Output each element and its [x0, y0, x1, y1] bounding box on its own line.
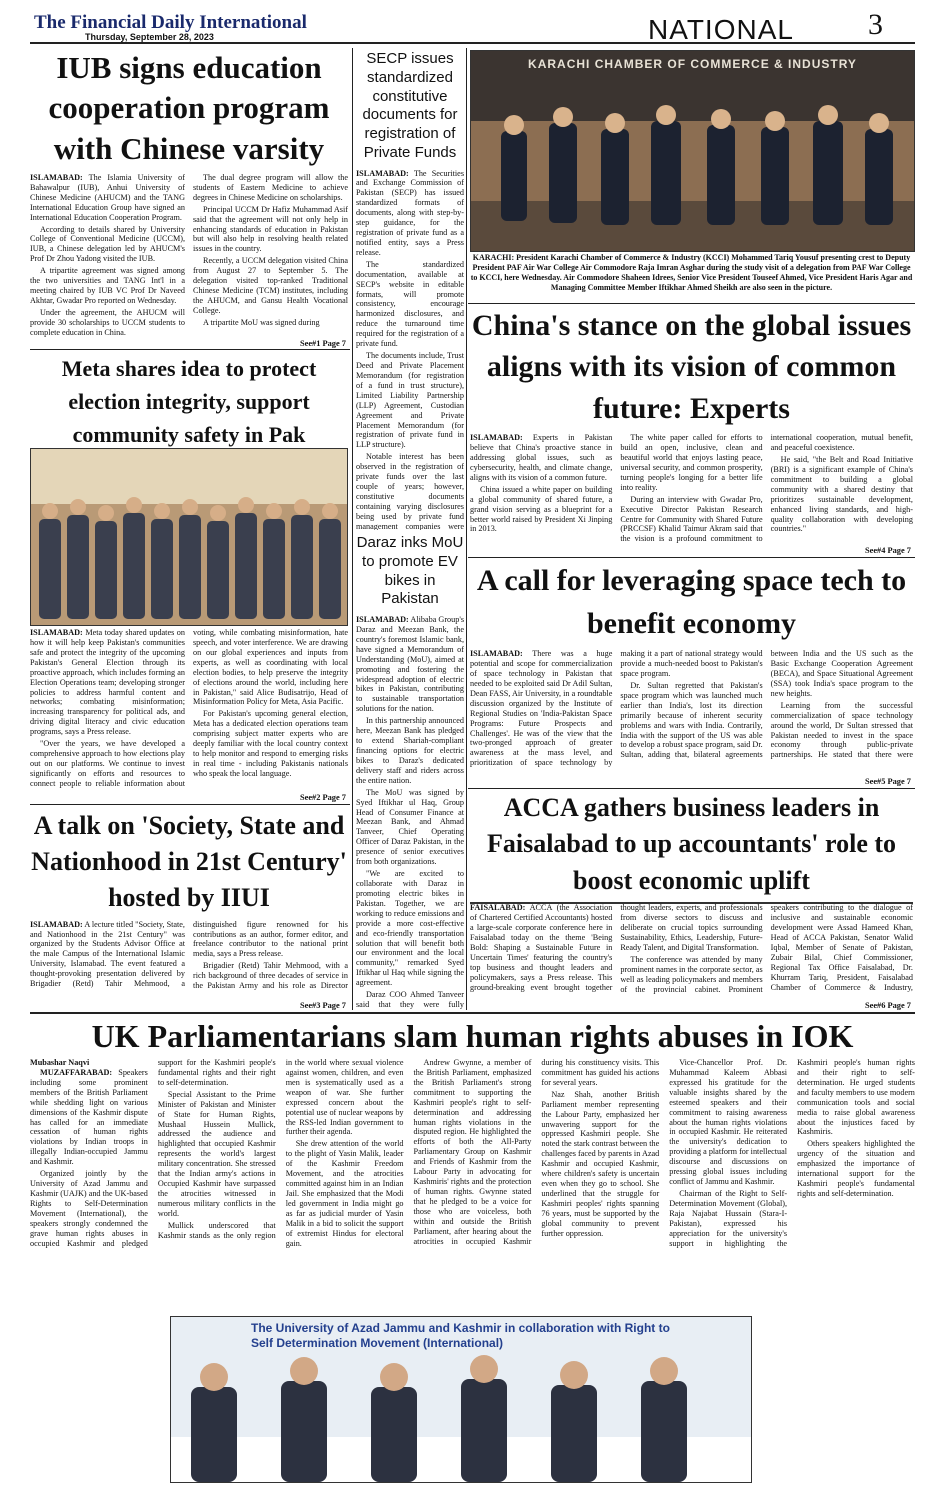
- masthead-rule: [30, 42, 915, 44]
- uk-photo-banner: The University of Azad Jammu and Kashmir in collaboration with Right to Self Determination Movement (International): [251, 1321, 670, 1350]
- meta-body: ISLAMABAD: Meta today shared updates on how it will help keep Pakistan's communities safe and protect the integrity of the upcoming Pakistan's General Election through its proactive approach, which includes forming an Election Operations team; developing stronger policies to address harmful content and networks; combating misinformation; increasing transparency for political ads, and driving digital literacy and civic education programs, says a Press release. "Over the years, we have developed a comprehensive approach to how elections play out on our platforms. We continue to invest significantly on efforts and resources to connect people to reliable information about voting, while combating misinformation, hate speech, and voter interference. We are drawing on our global experiences and inputs from experts, as well as coordinating with local election bodies, to help preserve the integrity of elections around the world, including here in Pakistan," said Alice Budisatrijo, Head of Misinformation Policy for Meta, Asia Pacific. For Pakistan's upcoming general election, Meta has a dedicated election operations team comprising subject matter experts who are deeply familiar with the local country context to help monitor and respond to emerging risks in real time - including Pakistanis nationals who speak the local language.: [30, 628, 348, 788]
- china-continuation: See#4 Page 7: [864, 546, 911, 555]
- column-rule-2: [466, 48, 467, 1010]
- iub-continuation: See#1 Page 7: [299, 339, 346, 348]
- china-headline: China's stance on the global issues aligns with its vision of common future: Experts: [471, 309, 912, 425]
- kcci-caption: KARACHI: President Karachi Chamber of Commerce & Industry (KCCI) Mohammed Tariq Yousuf presenting crest to Deputy President PAF Air War College Air Commodore Raja Imran Asghar during the study visit of a delegation from PAF War College to KCCI, here Wednesday. Air Commodore Shaheen Idrees, Senior Vice President Touseef Ahmed, Vice President Haris Agar and Managing Committee Member Iftikhar Ahmed Sheikh are also seen in the picture.: [470, 253, 913, 292]
- secp-body: ISLAMABAD: The Securities and Exchange Commission of Pakistan (SECP) has issued standardized formats of documents, along with step-by-step guidance, for the registration of private fund as a notified entity, says a Press release. The standardized documentation, available at SECP's website in editable formats, will promote consistency, encourage harmonized disclosures, and reduce the turnaround time required for the registration of a private fund. The documents include, Trust Deed and Private Placement Memorandum (for registration of a fund in trust structure), Limited Liability Partnership (LLP) Agreement, Custodian Agreement and Private Placement Memorandum (for registration of private fund in LLP structure). Notable interest has been observed in the registration of private funds over the last couple of years; however, constitutive documents containing varying disclosures being used by private fund management companies were: [356, 168, 464, 530]
- iiui-body: ISLAMABAD: A lecture titled "Society, State, and Nationhood in the 21st Century" was organized by the Students Advisor Office at the male Campus of the International Islamic University, Islamabad. The event featured a thought-provoking presentation delivered by Brigadier (Retd) Tahir Mehmood, a distinguished figure renowned for his contributions as an author, former editor, and freelance contributor to the national print media, says a Press release. Brigadier (Retd) Tahir Mehmood, with a rich background of three decades of service in the Pakistan Army and his role as Director: [30, 919, 348, 991]
- rule-uk-top: [30, 1012, 915, 1014]
- uk-story: [30, 1016, 915, 1486]
- daraz-headline: Daraz inks MoU to promote EV bikes in Pakistan: [356, 534, 464, 608]
- secp-story: [356, 50, 464, 530]
- acca-headline: ACCA gathers business leaders in Faisalabad to up accountants' role to boost economic uplift: [486, 793, 897, 895]
- china-story: [470, 305, 913, 555]
- daraz-story: [356, 534, 464, 1010]
- acca-story: [470, 790, 913, 1010]
- uk-byline: Mubashar Naqvi: [30, 1058, 90, 1067]
- space-story: [470, 560, 913, 786]
- issue-date: Thursday, September 28, 2023: [85, 32, 214, 42]
- meta-photo: [30, 448, 348, 626]
- meta-photo-image: [31, 449, 347, 625]
- space-continuation: See#5 Page 7: [864, 777, 911, 786]
- secp-headline: SECP issues standardized constitutive documents for registration of Private Funds: [362, 50, 458, 161]
- rule-space: [468, 788, 915, 789]
- daraz-body: ISLAMABAD: Alibaba Group's Daraz and Meezan Bank, the country's foremost Islamic bank, have signed a Memorandum of Understanding (MoU), aimed at promoting and fostering the widespread adoption of electric bikes in Pakistan, contributing to sustainable transportation solutions for the nation. In this partnership announced here, Meezan Bank has pledged to extend Shariah-compliant financing options for electric bikes to Daraz's dedicated delivery staff and riders across the entire nation. The MoU was signed by Syed Iftikhar ul Haq, Group Head of Consumer Finance at Meezan Bank, and Ahmad Tanveer, Chief Operating Officer of Daraz Pakistan, in the presence of senior executives from both organizations. "We are excited to collaborate with Daraz in promoting electric bikes in Pakistan. Together, we are working to reduce emissions and provide a more cost-effective and eco-friendly transportation solution that will benefit both our environment and the local community," remarked Syed Iftikhar ul Haq while signing the agreement. Daraz COO Ahmed Tanveer said that they were fully: [356, 615, 464, 1010]
- column-rule-1: [352, 48, 353, 1010]
- iiui-headline: A talk on 'Society, State and Nationhood in 21st Century' hosted by IIUI: [31, 811, 347, 912]
- acca-photo: [470, 902, 913, 904]
- meta-continuation: See#2 Page 7: [299, 793, 346, 802]
- iiui-story: [30, 808, 348, 1010]
- iub-dateline: ISLAMABAD:: [30, 172, 83, 182]
- iub-headline: IUB signs education cooperation program with Chinese varsity: [48, 50, 330, 166]
- acca-body: FAISALABAD: ACCA (the Association of Chartered Certified Accountants) hosted a large-scale corporate conference here in Faisalabad today on the theme 'Being Bold: Shaping a Sustainable Future in Uncertain Times' featuring the country's top business and thought leaders and policymakers, says a Press release. This ground-breaking event brought together thought leaders, experts, and professionals from diverse sectors to discuss and deliberate on crucial topics surrounding Sustainability, Ethics, Leadership, Future-Ready Talent, and Digital Transformation. The conference was attended by many prominent names in the corporate sector, as well as leading policymakers and members of the provincial cabinet. Prominent speakers contributing to the dialogue of inclusive and sustainable economic development were Assad Hameed Khan, Head of ACCA Pakistan, Senator Walid Iqbal, Member of Senate of Pakistan, Zubair Bilal, Chief Commissioner, Regional Tax Office Faisalabad, Dr. Khurram Tariq, President, Faisalabad Chamber of Commerce & Industry,: [470, 903, 913, 994]
- masthead: [30, 10, 915, 42]
- rule-china: [468, 557, 915, 558]
- kcci-photo: [470, 50, 915, 252]
- china-body: ISLAMABAD: Experts in Pakistan believe that China's proactive stance in addressing global issues, such as cybersecurity, health, and climate change, aligns with its vision of a common future. China issued a white paper on building a global community of shared future, a grand vision serving as a blueprint for a better world raised by President Xi Jinping in 2013. The white paper called for efforts to build an open, inclusive, clean and beautiful world that enjoys lasting peace, universal security, and common prosperity, turning people's longing for a better life into reality. During an interview with Gwadar Pro, Executive Director Pakistan Research Centre for Community with Shared Future (PRCCSF) Khalid Taimur Akram said that the vision is a profound commitment to international cooperation, mutual benefit, and peaceful coexistence. He said, "the Belt and Road Initiative (BRI) is a significant example of China's commitment to building a global community with a shared destiny that prioritizes sustainable development, enhanced living standards, and high-quality collaboration with developing countries.": [470, 433, 913, 544]
- space-headline: A call for leveraging space tech to benefit economy: [476, 564, 907, 640]
- iub-story: [30, 48, 348, 348]
- kcci-photo-image: [471, 51, 914, 251]
- acca-continuation: See#6 Page 7: [864, 1001, 911, 1010]
- space-body: ISLAMABAD: There was a huge potential and scope for commercialization of space technology in Pakistan that needed to be exploited said Dr Adil Sultan, Dean FASS, Air University, in a roundtable discussion organized by the Institute of Regional Studies on 'India-Pakistan Space Programs: Future Prospects and Challenges'. He was of the view that the two-pronged approach of greater awareness at the mass level, and prioritization of space technology by making it a part of national strategy would provide a much-needed boost to Pakistan's space program. Dr. Sultan regretted that Pakistan's space program which was launched much earlier than India's, lost its direction primarily because of inherent security problems and wars with India. Contrarily, India with the support of the US was able to develop a robust space program, said Dr. Sultan, adding that, bilateral agreements between India and the US such as the Basic Exchange Cooperation Agreement (BECA), and Space Situational Agreement (SSA) took India's space program to the new heights. Learning from the successful commercialization of space technology around the world, Dr Sultan stressed that Pakistan needed to invest in the space economy through public-private partnerships. He stated that there were: [470, 649, 913, 768]
- meta-headline: Meta shares idea to protect election integrity, support community safety in Pak: [61, 356, 317, 447]
- page-number: 3: [868, 10, 883, 41]
- meta-story: [30, 352, 348, 802]
- iub-body: ISLAMABAD: The Islamia University of Bahawalpur (IUB), Anhui University of Chinese Medicine (AHUCM) and the TANG International Education Group have signed an International Education Cooperation Program. According to details shared by University College of Conventional Medicine (UCCM), IUB, a Chinese delegation led by AHUCM's Prof Dr Zhou Yadong visited the IUB. A tripartite agreement was signed among the two universities and TANG Int'l in a meeting chaired by IUB VC Prof Dr Naveed Akhtar, Gwadar Pro reported on Wednesday. Under the agreement, the AHUCM will provide 30 scholarships to UCCM students to complete education in China. The dual degree program will allow the students of Eastern Medicine to achieve degrees in Chinese Medicine on scholarships. Principal UCCM Dr Hafiz Muhammad Asif said that the agreement will not only help in enhancing standards of education in Pakistan but will also help in resolving health related issues in the country. Recently, a UCCM delegation visited China from August 27 to September 5. The delegation visited top-ranked Traditional Chinese Medicine (TCM) institutes, including the AHUCM, and Gansu Health Vocational College. A tripartite MoU was signed during: [30, 172, 348, 337]
- paper-name: The Financial Daily International: [34, 12, 307, 33]
- rule-kcci: [468, 303, 915, 304]
- section-name: NATIONAL: [648, 14, 794, 42]
- kcci-banner: KARACHI CHAMBER OF COMMERCE & INDUSTRY: [528, 57, 857, 71]
- rule-meta: [30, 804, 350, 805]
- iiui-continuation: See#3 Page 7: [299, 1001, 346, 1010]
- uk-body: Mubashar Naqvi MUZAFFARABAD: Speakers including some prominent members of the British Parliament while shedding light on various dimensions of the Kashmir dispute has called for an immediate cessation of human rights violations by Indian troops in illegally Indian-occupied Jammu and Kashmir. Organized jointly by the University of Azad Jammu and Kashmir (UAJK) and the UK-based Rights to Self-Determination Movement (International), the speakers strongly condemned the grave human rights abuses in occupied Kashmir and pledged support for the Kashmiri people's fundamental rights and their right to self-determination. Special Assistant to the Prime Minister of Pakistan and Minister of State for Human Rights, Mushaal Hussein Mullick, addressed the audience and highlighted that occupied Kashmir represents the world's largest military concentration. She stressed that the Indian army's actions in Occupied Kashmir have surpassed the atrocities witnessed in numerous military conflicts in the world. Mullick underscored that Kashmir stands as the only region in the world where sexual violence against women, children, and even men is systematically used as a weapon of war. She further expressed concern about the potential use of nuclear weapons by the RSS-led Indian government to further their agenda. She drew attention of the world to the plight of Yasin Malik, leader of the Kashmir Freedom Movement, and the atrocities committed against him in an Indian Jail. She emphasized that the Modi led government in India might go as far as judicial murder of Yasin Malik in a bid to solicit the support of extremist Hindus for electoral gain. Andrew Gwynne, a member of the British Parliament, emphasized the British Parliament's strong commitment to supporting the Kashmiri people's right to self-determination and addressing human rights violations in the disputed region. He highlighted the efforts of both the All-Party Parliamentary Group on Kashmir and Friends of Kashmir from the Labour Party in advocating for Kashmiris' rights and the protection of human rights. Gwynne stated that he pledged to be a voice for those who are voiceless, both within and outside the British Parliament, after hearing about the atrocities in occupied Kashmir during his constituency visits. This commitment has guided his actions for several years. Naz Shah, another British Parliament member representing the Labour Party, emphasized her unwavering support for the oppressed Kashmiri people. She noted the stark contrast between the challenges faced by parents in Azad Kashmir and occupied Kashmir, where children's safety is uncertain even when they go to school. She underlined that the struggle for Kashmiri peoples' rights spanning 76 years, must be supported by the global community to prevent further oppression. Vice-Chancellor Prof. Dr. Muhammad Kaleem Abbasi expressed his gratitude for the valuable insights shared by the esteemed speakers and their commitment to raising awareness about the human rights violations in occupied Kashmir. He reiterated the university's dedication to providing a platform for intellectual discourse and discussions on pressing global issues including conflict of Jammu and Kashmir. Chairman of the Right to Self-Determination Movement (Global), Raja Najabat Hussain (Stara-I-Pakistan), expressed his appreciation for the university's support in highlighting the Kashmiri people's human rights and their right to self-determination. He urged students and faculty members to use modern communication tools and social media to raise global awareness about the injustices faced by Kashmiris. Others speakers highlighted the urgency of the situation and emphasized the importance of international support for the Kashmiri people's fundamental rights and self-determination.: [30, 1058, 915, 1248]
- rule-iub: [30, 349, 350, 350]
- uk-headline: UK Parliamentarians slam human rights abuses in IOK: [91, 1018, 854, 1054]
